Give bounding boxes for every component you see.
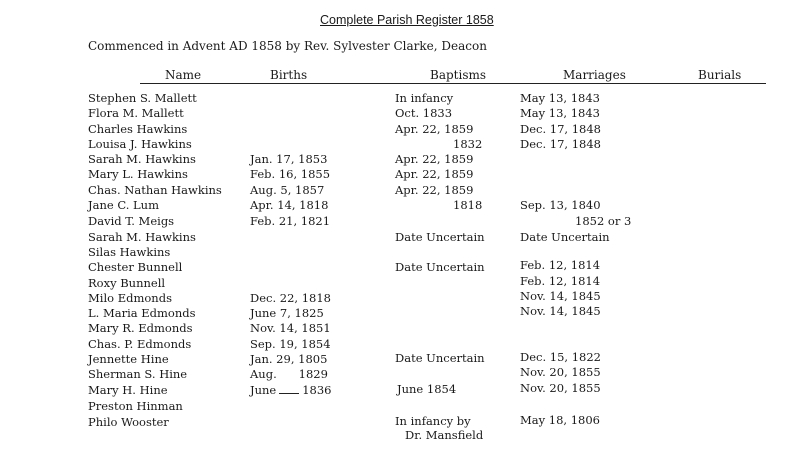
entry-baptism: 1818 <box>453 198 483 212</box>
entry-birth: Feb. 21, 1821 <box>250 214 331 228</box>
entry-name: Preston Hinman <box>88 399 183 413</box>
entry-marriage: Nov. 14, 1845 <box>520 304 601 318</box>
entry-baptism: Date Uncertain <box>395 230 485 244</box>
entry-marriage: Nov. 14, 1845 <box>520 289 601 303</box>
entry-baptism: Date Uncertain <box>395 260 485 274</box>
entry-marriage: Date Uncertain <box>520 230 610 244</box>
entry-birth: Feb. 16, 1855 <box>250 167 331 181</box>
entry-name: L. Maria Edmonds <box>88 306 196 320</box>
entry-name: Sarah M. Hawkins <box>88 152 196 166</box>
entry-marriage: May 18, 1806 <box>520 413 600 427</box>
entry-marriage: Dec. 17, 1848 <box>520 137 601 151</box>
entry-birth: June 7, 1825 <box>250 306 324 320</box>
entry-birth: Jan. 17, 1853 <box>250 152 328 166</box>
header-rule <box>140 83 766 84</box>
entry-birth <box>250 383 332 398</box>
entry-marriage: May 13, 1843 <box>520 91 600 105</box>
entry-name: Chas. P. Edmonds <box>88 337 192 351</box>
entry-name: Jennette Hine <box>88 352 169 366</box>
entry-name: Sherman S. Hine <box>88 367 188 381</box>
entry-name: Silas Hawkins <box>88 245 171 259</box>
entry-name: Milo Edmonds <box>88 291 172 305</box>
entry-baptism: Apr. 22, 1859 <box>395 183 474 197</box>
birth-year: 1836 <box>302 383 332 397</box>
entry-name: Philo Wooster <box>88 415 169 429</box>
entry-name: Sarah M. Hawkins <box>88 230 196 244</box>
entry-baptism: Oct. 1833 <box>395 106 453 120</box>
entry-marriage: 1852 or 3 <box>575 214 632 228</box>
entry-marriage: Dec. 15, 1822 <box>520 350 601 364</box>
entry-baptism: In infancy by <box>395 414 471 428</box>
entry-baptism: In infancy <box>395 91 454 105</box>
entry-birth: Nov. 14, 1851 <box>250 321 331 335</box>
entry-name: Mary H. Hine <box>88 383 168 397</box>
header-burials: Burials <box>698 68 742 82</box>
entry-birth: Aug. 1829 <box>250 367 328 381</box>
entry-name: Stephen S. Mallett <box>88 91 197 105</box>
entry-baptism: Apr. 22, 1859 <box>395 122 474 136</box>
entry-birth: Aug. 5, 1857 <box>250 183 325 197</box>
entry-baptism: Apr. 22, 1859 <box>395 152 474 166</box>
entry-marriage: Sep. 13, 1840 <box>520 198 601 212</box>
entry-name: Chester Bunnell <box>88 260 183 274</box>
entry-marriage: Feb. 12, 1814 <box>520 274 601 288</box>
entry-name: Charles Hawkins <box>88 122 188 136</box>
header-baptisms: Baptisms <box>430 68 487 82</box>
register-title: Complete Parish Register 1858 <box>320 13 494 27</box>
entry-name: Louisa J. Hawkins <box>88 137 192 151</box>
entry-name: Mary L. Hawkins <box>88 167 188 181</box>
entry-birth: Sep. 19, 1854 <box>250 337 331 351</box>
entry-baptism: 1832 <box>453 137 483 151</box>
entry-name: Jane C. Lum <box>88 198 159 212</box>
entry-baptism: Apr. 22, 1859 <box>395 167 474 181</box>
birth-month: June <box>250 383 277 397</box>
entry-name: Mary R. Edmonds <box>88 321 193 335</box>
entry-name: David T. Meigs <box>88 214 175 228</box>
entry-marriage: Nov. 20, 1855 <box>520 381 601 395</box>
entry-baptism: Date Uncertain <box>395 351 485 365</box>
entry-marriage: Nov. 20, 1855 <box>520 365 601 379</box>
header-name: Name <box>165 68 202 82</box>
entry-birth: Jan. 29, 1805 <box>250 352 328 366</box>
entry-marriage: Feb. 12, 1814 <box>520 258 601 272</box>
entry-name: Roxy Bunnell <box>88 276 166 290</box>
entry-name: Flora M. Mallett <box>88 106 184 120</box>
entry-baptism: June 1854 <box>397 382 457 396</box>
entry-birth: Dec. 22, 1818 <box>250 291 331 305</box>
register-subtitle: Commenced in Advent AD 1858 by Rev. Sylvester Clarke, Deacon <box>88 39 487 53</box>
entry-name: Chas. Nathan Hawkins <box>88 183 222 197</box>
header-births: Births <box>270 68 308 82</box>
entry-birth: Apr. 14, 1818 <box>250 198 329 212</box>
blank-line <box>279 383 299 394</box>
entry-baptism-note: Dr. Mansfield <box>405 428 484 442</box>
header-marriages: Marriages <box>563 68 626 82</box>
entry-marriage: May 13, 1843 <box>520 106 600 120</box>
entry-marriage: Dec. 17, 1848 <box>520 122 601 136</box>
